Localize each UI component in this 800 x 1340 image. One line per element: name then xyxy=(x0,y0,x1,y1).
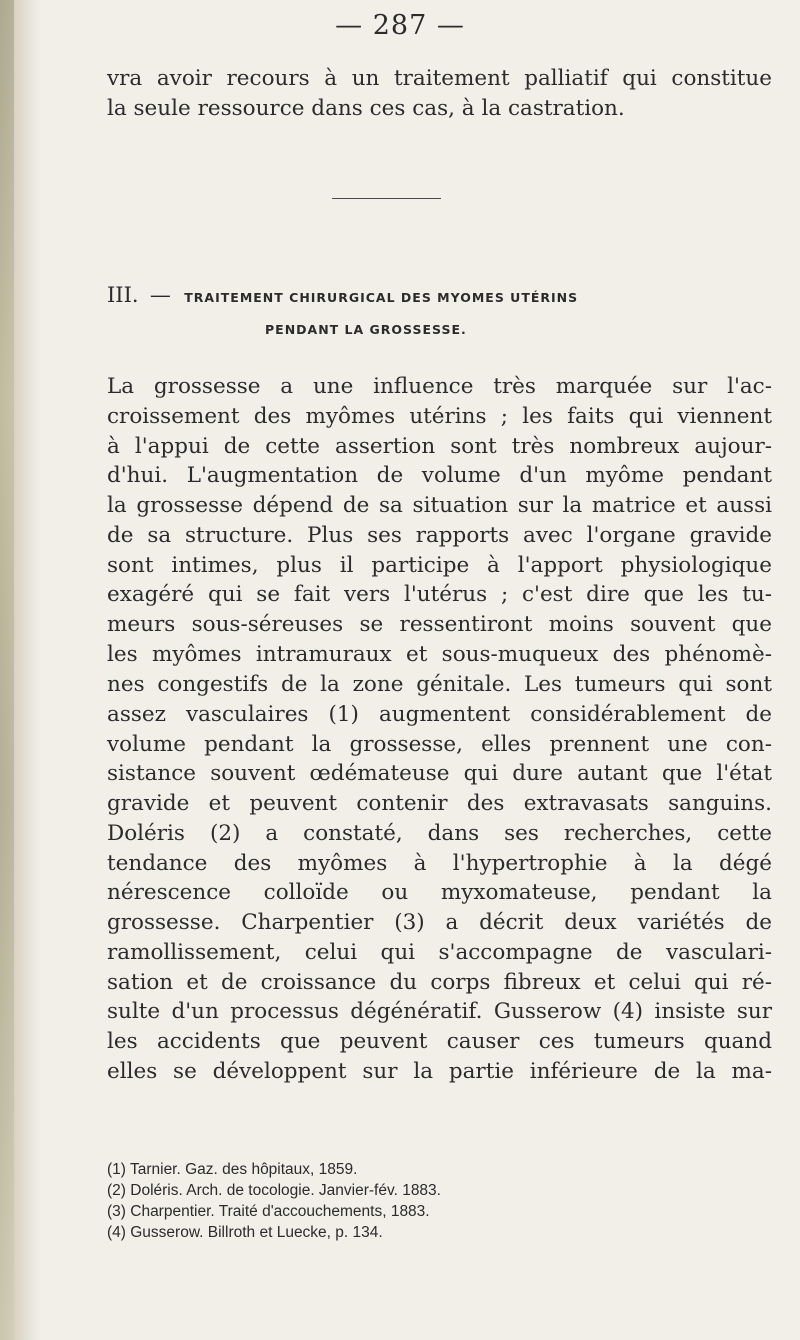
paragraph-line: sont intimes, plus il participe à l'apport physiologique xyxy=(107,553,772,578)
intro-line: la seule ressource dans ces cas, à la castration. xyxy=(107,96,625,121)
paragraph-line: Doléris (2) a constaté, dans ses recherches, cette xyxy=(107,821,772,846)
page-number: — 287 — xyxy=(335,10,465,41)
footnotes xyxy=(107,1159,772,1243)
paragraph-line: La grossesse a une influence très marquée sur l'ac- xyxy=(107,374,772,399)
paragraph-line: gravide et peuvent contenir des extravasats sanguins. xyxy=(107,791,772,816)
paragraph-line: exagéré qui se fait vers l'utérus ; c'est dire que les tu- xyxy=(107,582,772,607)
paragraph-line: la grossesse dépend de sa situation sur la matrice et aussi xyxy=(107,493,772,518)
footnote-1: (1) Tarnier. Gaz. des hôpitaux, 1859. xyxy=(107,1161,358,1178)
section-number: III. xyxy=(107,283,139,307)
paragraph-line: ramollissement, celui qui s'accompagne de vasculari- xyxy=(107,940,772,965)
paragraph-line: assez vasculaires (1) augmentent considérablement de xyxy=(107,702,772,727)
paragraph-line: croissement des myômes utérins ; les faits qui viennent xyxy=(107,404,772,429)
paragraph-line: de sa structure. Plus ses rapports avec l'organe gravide xyxy=(107,523,772,548)
paragraph-line: elles se développent sur la partie inférieure de la ma- xyxy=(107,1059,772,1084)
paragraph-line: les myômes intramuraux et sous-muqueux des phénomè- xyxy=(107,642,772,667)
section-heading xyxy=(107,283,578,307)
paragraph-line: les accidents que peuvent causer ces tumeurs quand xyxy=(107,1029,772,1054)
footnote-2: (2) Doléris. Arch. de tocologie. Janvier-fév. 1883. xyxy=(107,1182,441,1199)
paragraph-line: à l'appui de cette assertion sont très nombreux aujour- xyxy=(107,434,772,459)
paragraph-line: tendance des myômes à l'hypertrophie à la dégé xyxy=(107,851,772,876)
binding-shadow xyxy=(0,0,14,1340)
section-divider xyxy=(332,198,441,199)
section-dash: — xyxy=(149,283,171,307)
footnote-3: (3) Charpentier. Traité d'accouchements, 1883. xyxy=(107,1203,430,1220)
paragraph-line: nes congestifs de la zone génitale. Les tumeurs qui sont xyxy=(107,672,772,697)
paragraph-line: meurs sous-séreuses se ressentiront moins souvent que xyxy=(107,612,772,637)
paragraph-line: volume pendant la grossesse, elles prennent une con- xyxy=(107,732,772,757)
paragraph-line: grossesse. Charpentier (3) a décrit deux variétés de xyxy=(107,910,772,935)
section-title-line1: TRAITEMENT CHIRURGICAL DES MYOMES UTÉRINS xyxy=(184,290,579,305)
intro-line: vra avoir recours à un traitement palliatif qui constitue xyxy=(107,66,772,91)
paragraph-line: sulte d'un processus dégénératif. Gusserow (4) insiste sur xyxy=(107,999,772,1024)
paragraph-line: sation et de croissance du corps fibreux et celui qui ré- xyxy=(107,970,772,995)
paragraph-line: d'hui. L'augmentation de volume d'un myôme pendant xyxy=(107,463,772,488)
paragraph-line: nérescence colloïde ou myxomateuse, pendant la xyxy=(107,880,772,905)
footnote-4: (4) Gusserow. Billroth et Luecke, p. 134. xyxy=(107,1224,383,1241)
paragraph-line: sistance souvent œdémateuse qui dure autant que l'état xyxy=(107,761,772,786)
section-title-line2: PENDANT LA GROSSESSE. xyxy=(265,322,467,337)
